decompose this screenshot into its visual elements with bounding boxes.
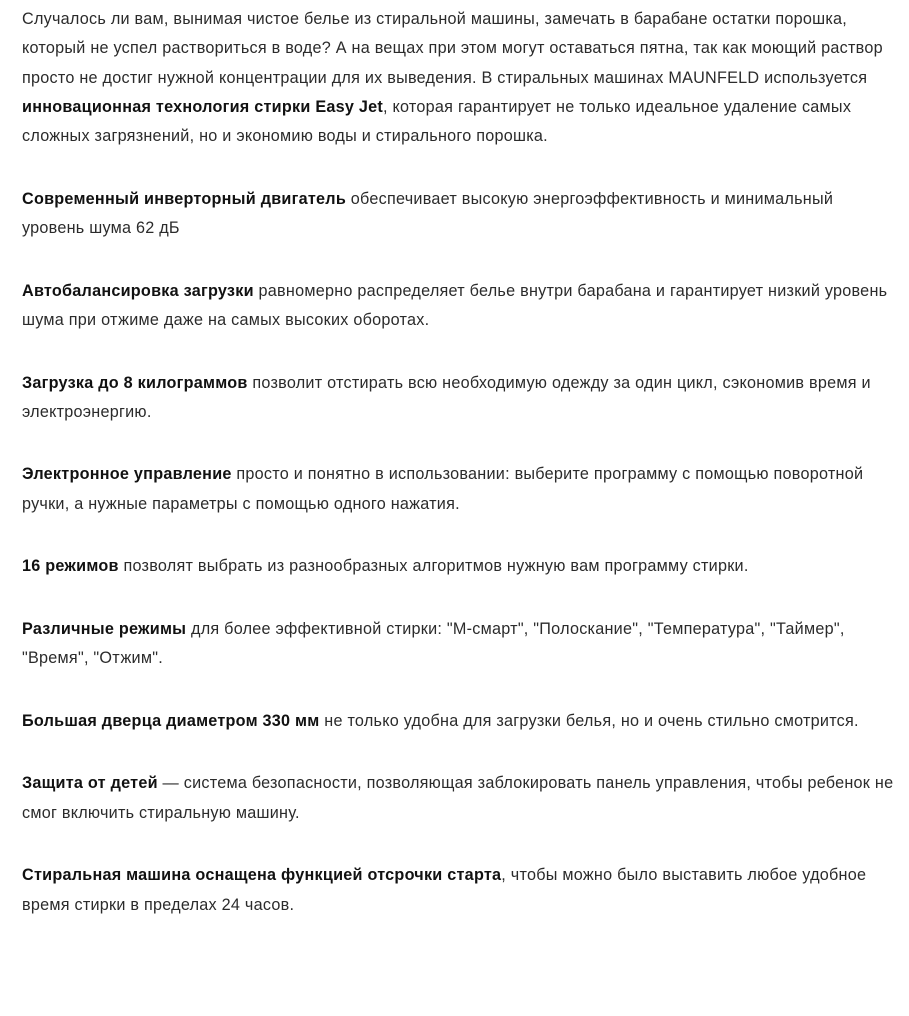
description-paragraph [22, 552, 894, 581]
highlighted-feature: Электронное управление [22, 465, 232, 484]
description-paragraph [22, 707, 894, 736]
paragraph-text: , которая гарантирует не только идеальное удаление самых сложных загрязнений, но и экономию воды и стирального порошка. [22, 97, 852, 146]
paragraph-text: — система безопасности, позволяющая заблокировать панель управления, чтобы ребенок не смог включить стиральную машину. [22, 774, 894, 822]
highlighted-feature: 16 режимов [22, 557, 119, 576]
paragraph-text: не только удобна для загрузки белья, но и очень стильно смотрится. [319, 711, 859, 730]
highlighted-feature: инновационная технология стирки Easy Jet [22, 97, 384, 116]
paragraph-text: просто и понятно в использовании: выберите программу с помощью поворотной ручки, а нужные параметры с помощью одного нажатия. [22, 465, 864, 513]
description-paragraph [22, 769, 894, 828]
highlighted-feature: Большая дверца диаметром 330 мм [22, 711, 320, 730]
highlighted-feature: Автобалансировка загрузки [22, 281, 254, 300]
paragraph-text: позволят выбрать из разнообразных алгоритмов нужную вам программу стирки. [118, 557, 749, 576]
paragraph-text: Случалось ли вам, вынимая чистое белье из стиральной машины, замечать в барабане остатки порошка, который не успел раствориться в воде? А на вещах при этом могут оставаться пятна, так как моющий раствор просто не достиг нужной концентрации для их выведения. В стиральных машинах MAUNFELD используется [22, 10, 883, 87]
description-paragraph [22, 369, 894, 428]
highlighted-feature: Защита от детей [22, 774, 158, 793]
paragraph-text: для более эффективной стирки: "М-смарт", "Полоскание", "Температура", "Таймер", "Время", "Отжим". [22, 619, 845, 668]
paragraph-text: обеспечивает высокую энергоэффективность и минимальный уровень шума 62 дБ [22, 189, 834, 238]
description-paragraph [22, 5, 894, 151]
highlighted-feature: Загрузка до 8 килограммов [22, 373, 248, 392]
paragraph-text: равномерно распределяет белье внутри барабана и гарантирует низкий уровень шума при отжиме даже на самых высоких оборотах. [22, 281, 888, 329]
paragraph-text: , чтобы можно было выставить любое удобное время стирки в пределах 24 часов. [22, 866, 867, 914]
highlighted-feature: Различные режимы [22, 619, 187, 638]
paragraph-text: позволит отстирать всю необходимую одежду за один цикл, сэкономив время и электроэнергию. [22, 373, 871, 421]
description-paragraph [22, 185, 894, 244]
highlighted-feature: Стиральная машина оснащена функцией отсрочки старта [22, 866, 502, 885]
description-paragraph [22, 277, 894, 336]
highlighted-feature: Современный инверторный двигатель [22, 189, 347, 208]
description-paragraph [22, 861, 894, 920]
description-paragraph [22, 460, 894, 519]
description-paragraph [22, 615, 894, 674]
